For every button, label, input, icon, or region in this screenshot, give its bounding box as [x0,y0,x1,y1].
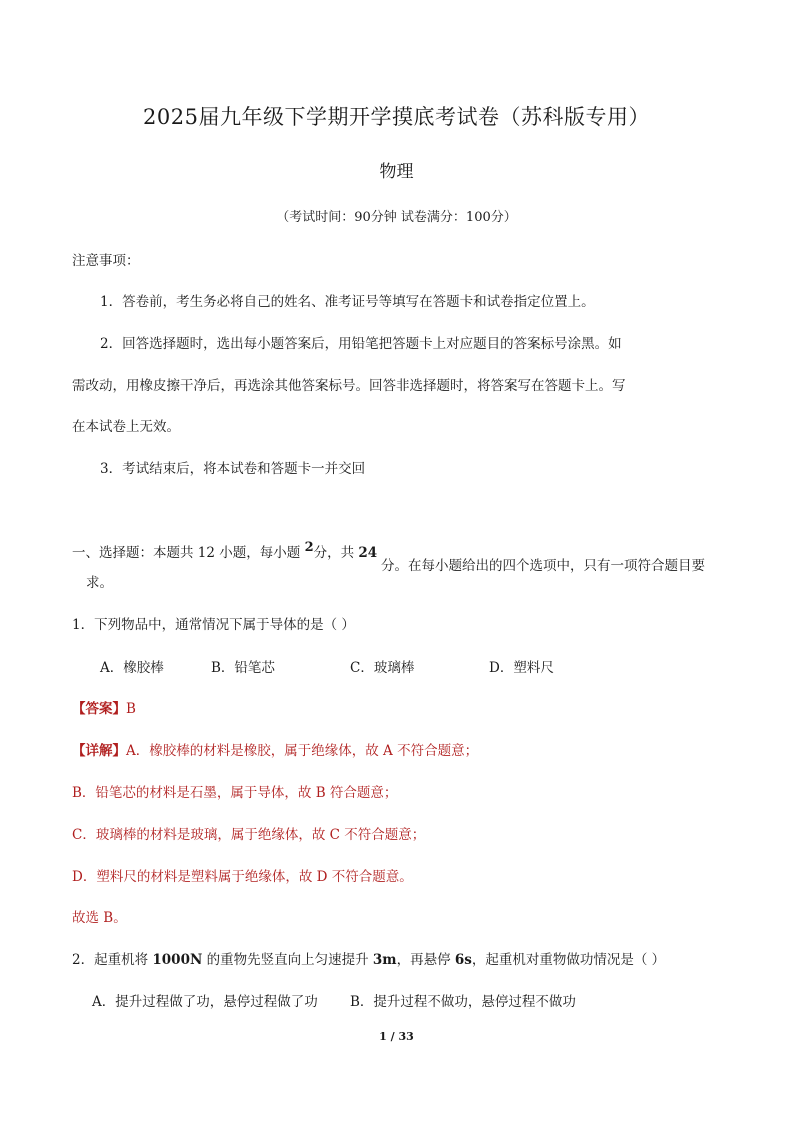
points-total: 24 [358,545,378,561]
question-1-option-b: B．铅笔芯 [211,660,275,676]
exam-info: （考试时间：90分钟 试卷满分：100分） [276,210,517,225]
question-1-detail-line-4: D．塑料尺的材料是塑料属于绝缘体，故 D 不符合题意。 [72,869,413,885]
notice-item-2-line-2: 需改动，用橡皮擦干净后，再选涂其他答案标号。回答非选择题时，将答案写在答题卡上。写 [72,378,626,394]
exam-title: 2025届九年级下学期开学摸底考试卷（苏科版专用） [143,105,650,129]
section-heading [72,541,377,561]
question-1-stem: 1．下列物品中，通常情况下属于导体的是（ ） [72,617,355,633]
question-1-detail-line-3: C．玻璃棒的材料是玻璃，属于绝缘体，故 C 不符合题意； [72,827,426,843]
q2-weight: 1000N [152,952,203,968]
question-2-option-a: A．提升过程做了功，悬停过程做了功 [92,994,318,1010]
section-heading-part-2: 分，共 [313,545,359,561]
question-1-conclusion: 故选 B。 [72,910,127,926]
q2-stem-part-3: ，再悬停 [396,952,455,968]
answer-label: 【答案】 [72,701,126,717]
section-heading-part-1: 一、选择题：本题共 12 小题，每小题 [72,545,305,561]
notice-item-2-line-3: 在本试卷上无效。 [72,419,180,435]
page-number: 1 / 33 [379,1030,414,1043]
notice-item-3: 3．考试结束后，将本试卷和答题卡一并交回 [100,461,366,477]
q2-stem-part-2: 的重物先竖直向上匀速提升 [202,952,373,968]
question-2-stem [72,948,665,968]
q2-distance: 3m [372,952,397,968]
subject-title: 物理 [379,162,414,182]
q2-time: 6s [454,952,472,968]
detail-text-a: A．橡胶棒的材料是橡胶，属于绝缘体，故 A 不符合题意； [126,743,479,759]
question-1-detail-line-1 [72,739,478,759]
notice-heading: 注意事项： [72,253,140,269]
question-1-option-a: A．橡胶棒 [100,660,164,676]
q2-stem-part-4: ，起重机对重物做功情况是（ ） [471,952,666,968]
notice-item-2-line-1: 2．回答选择题时，选出每小题答案后，用铅笔把答题卡上对应题目的答案标号涂黑。如 [100,336,622,352]
notice-item-1: 1．答卷前，考生务必将自己的姓名、准考证号等填写在答题卡和试卷指定位置上。 [100,294,595,310]
section-heading-part-3: 分。在每小题给出的四个选项中，只有一项符合题目要 [381,558,705,574]
answer-value: B [126,701,136,717]
question-1-option-d: D．塑料尺 [489,660,554,676]
points-each: 2 [304,540,314,555]
question-1-option-c: C．玻璃棒 [350,660,415,676]
q2-stem-part-1: 2．起重机将 [72,952,153,968]
question-1-answer [72,697,136,717]
detail-label: 【详解】 [72,743,126,759]
question-1-detail-line-2: B．铅笔芯的材料是石墨，属于导体，故 B 符合题意； [72,785,398,801]
question-2-option-b: B．提升过程不做功，悬停过程不做功 [350,994,576,1010]
section-heading-line-2: 求。 [86,575,113,591]
